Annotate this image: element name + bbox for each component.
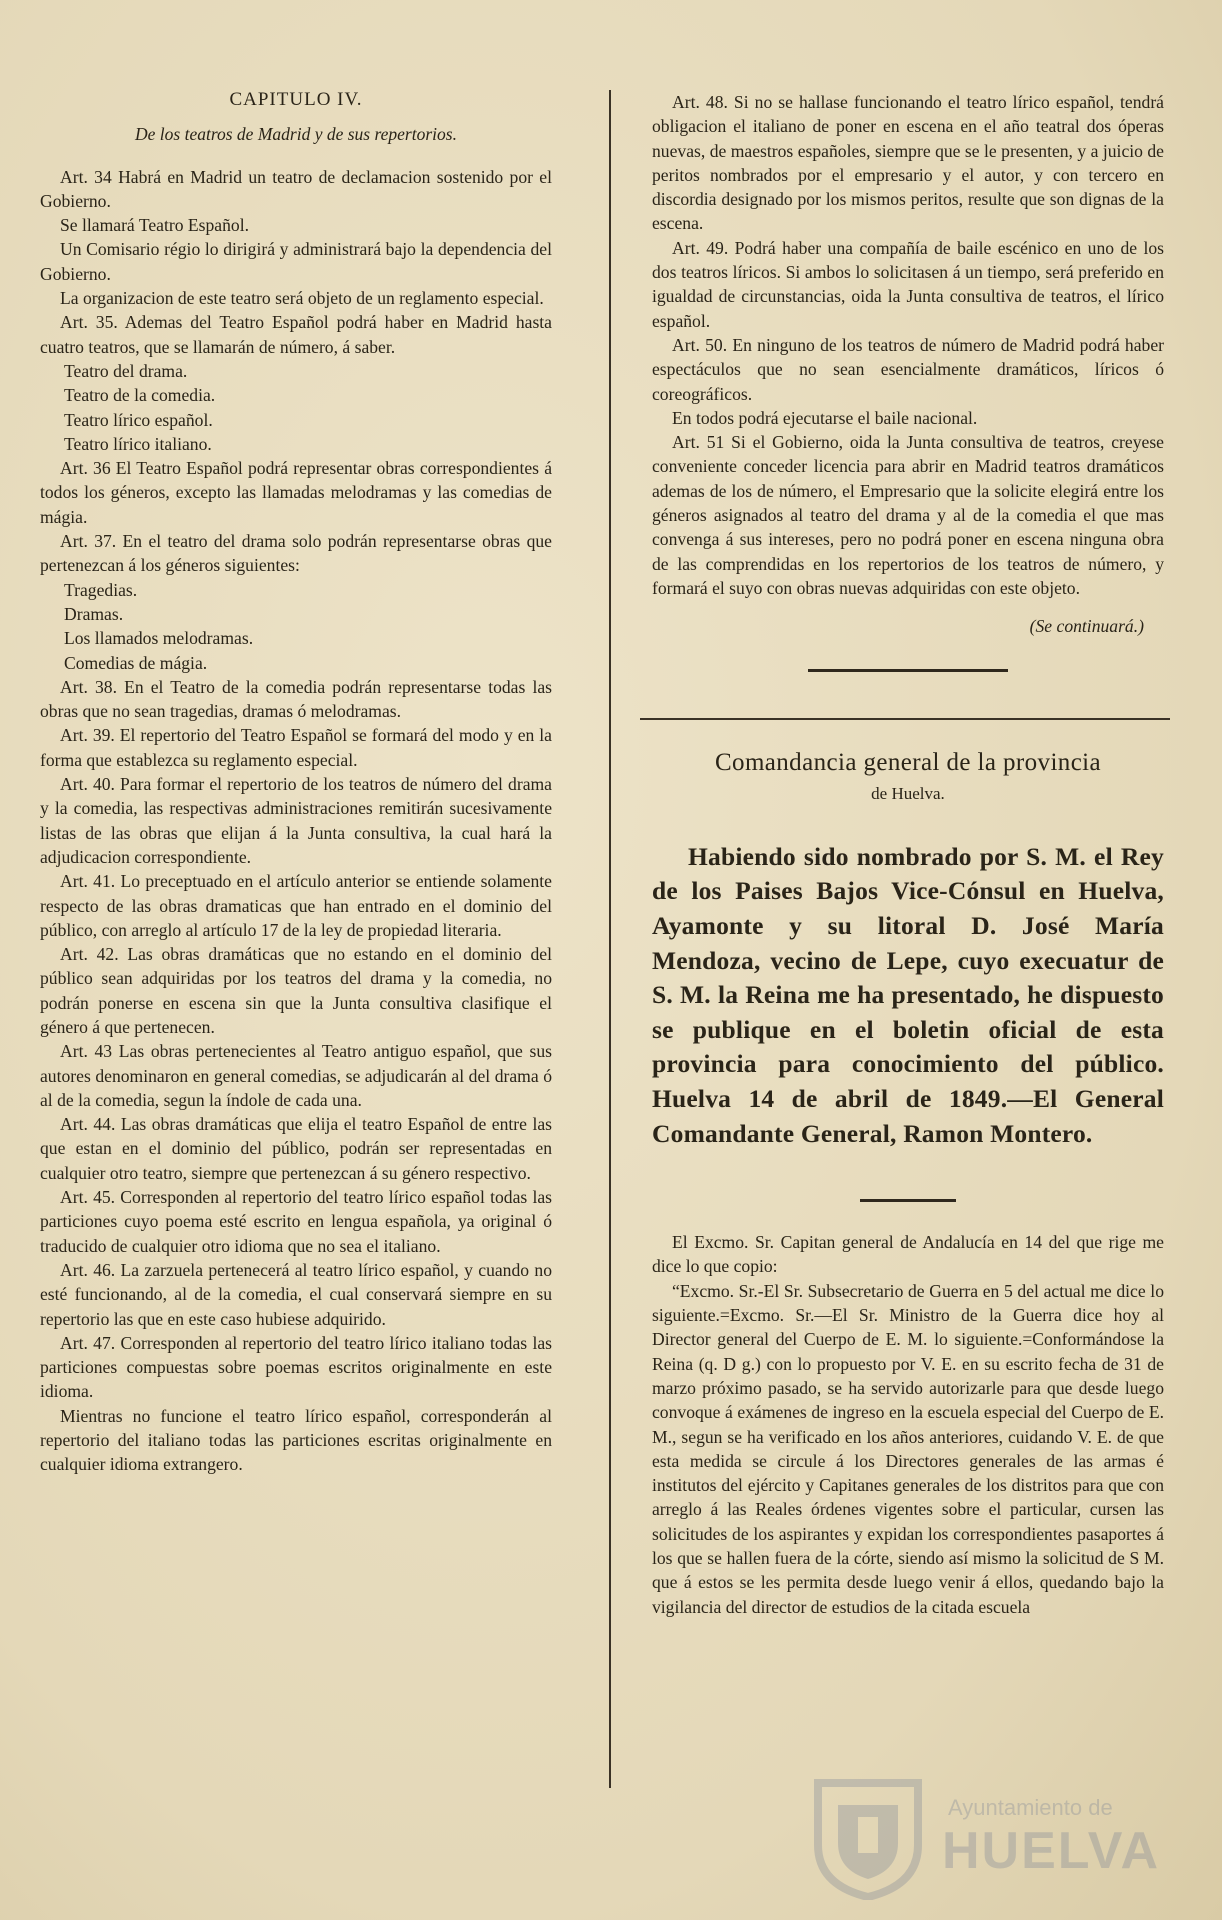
list-item: Teatro del drama. bbox=[64, 360, 188, 381]
article-paragraph: Art. 49. Podrá haber una compañía de baile escénico en uno de los dos teatros líricos. Si ambos lo solicitasen á un tiempo, será preferido en igualdad de circunstancias, oida la Junta consultiva de teatros, el lírico español. bbox=[652, 237, 1164, 331]
article-paragraph: Mientras no funcione el teatro lírico español, corresponderán al repertorio del italiano todas las particiones escritas originalmente en cualquier idioma extrangero. bbox=[40, 1405, 552, 1475]
article-paragraph: Un Comisario régio lo dirigirá y administrará bajo la dependencia del Gobierno. bbox=[40, 239, 552, 284]
left-column bbox=[40, 88, 552, 1477]
separator-rule-short bbox=[860, 1199, 956, 1202]
section-rule bbox=[640, 718, 1170, 720]
article-paragraph: Art. 47. Corresponden al repertorio del teatro lírico italiano todas las particiones compuestas sobre poemas escritos originalmente en este idioma. bbox=[40, 1332, 552, 1402]
list-item: Teatro lírico español. bbox=[64, 409, 213, 430]
article-paragraph: Art. 51 Si el Gobierno, oida la Junta consultiva de teatros, creyese conveniente conceder licencia para abrir en Madrid teatros dramáticos ademas de los de número, el Empresario que la solicite elegirá entre los géneros asignados al teatro del drama y al de la comedia el que mas convenga á sus intereses, pero no podrá poner en escena ninguna obra de las comprendidas en los repertorios de los teatros de número, y formará el suyo con obras nuevas adquiridas con este objeto. bbox=[652, 432, 1164, 598]
city-shield-icon bbox=[808, 1775, 928, 1900]
article-paragraph: En todos podrá ejecutarse el baile nacional. bbox=[672, 407, 978, 428]
chapter-subtitle: De los teatros de Madrid y de sus repertorios. bbox=[135, 124, 457, 145]
article-paragraph: Art. 41. Lo preceptuado en el artículo anterior se entiende solamente respecto de las obras dramaticas que han entrado en el dominio del público, con arreglo al artículo 17 de la ley de propiedad literaria. bbox=[40, 871, 552, 940]
article-paragraph: Art. 38. En el Teatro de la comedia podrán representarse todas las obras que no sean tragedias, dramas ó melodramas. bbox=[40, 676, 552, 722]
notice-body bbox=[652, 1230, 1164, 1619]
right-article-list bbox=[652, 90, 1164, 600]
watermark-logo bbox=[808, 1775, 1188, 1900]
article-paragraph: Art. 34 Habrá en Madrid un teatro de declamacion sostenido por el Gobierno. bbox=[40, 166, 552, 211]
watermark-line2: HUELVA bbox=[942, 1822, 1161, 1880]
list-item: Los llamados melodramas. bbox=[64, 628, 254, 649]
article-paragraph: Art. 36 El Teatro Español podrá representar obras correspondientes á todos los géneros, excepto las llamadas melodramas y las comedias de mágia. bbox=[40, 458, 552, 527]
column-divider bbox=[609, 90, 611, 1788]
section-title: Comandancia general de la provincia bbox=[714, 748, 1102, 776]
article-paragraph: Art. 35. Ademas del Teatro Español podrá haber en Madrid hasta cuatro teatros, que se llamarán de número, á saber. bbox=[40, 312, 552, 357]
right-column bbox=[652, 90, 1164, 1619]
article-paragraph: Art. 39. El repertorio del Teatro Español se formará del modo y en la forma que establezca su reglamento especial. bbox=[40, 725, 552, 770]
watermark-line1: Ayuntamiento de bbox=[948, 1795, 1113, 1820]
article-paragraph: Art. 43 Las obras pertenecientes al Teatro antiguo español, que sus autores denominaron en general comedias, se adjudicarán al del drama ó al de la comedia, segun la índole de cada una. bbox=[40, 1041, 552, 1110]
notice-paragraph: “Excmo. Sr.-El Sr. Subsecretario de Guerra en 5 del actual me dice lo siguiente.=Excmo. Sr.—El Sr. Ministro de la Guerra dice hoy al Director general del Cuerpo de E. M. lo siguiente.=Conformándose la Reina (q. D g.) con lo propuesto por V. E. en su escrito fecha de 31 de marzo próximo pasado, se ha servido autorizarle para que desde luego convoque á exámenes de ingreso en la escuela especial del Cuerpo de E. M., segun se ha verificado en los años anteriores, cuidando V. E. de que esta medida se circule á los Directores generales de las armas é institutos del ejército y Capitanes generales de los distritos para que con arreglo á las Reales órdenes vigentes sobre el particular, cursen las solicitudes de los aspirantes y expidan los correspondientes pasaportes á los que se hallen fuera de la córte, siendo así mismo la solicitud de S M. que á estos se les permita desde luego venir á ellos, quedando bajo la vigilancia del director de estudios de la citada escuela bbox=[652, 1280, 1164, 1617]
article-paragraph: Art. 45. Corresponden al repertorio del teatro lírico español todas las particiones cuyo poema esté escrito en lengua española, ya original ó traducido de cualquier otro idioma que no sea el italiano. bbox=[40, 1187, 552, 1256]
article-paragraph: Art. 44. Las obras dramáticas que elija el teatro Español de entre las que estan en el dominio del público, podrán ser representadas en cualquier otro teatro, siempre que pertenezcan á su género respectivo. bbox=[40, 1114, 552, 1183]
list-item: Comedias de mágia. bbox=[64, 652, 208, 673]
notice-paragraph: El Excmo. Sr. Capitan general de Andalucía en 14 del que rige me dice lo que copio: bbox=[652, 1232, 1164, 1277]
article-paragraph: Art. 37. En el teatro del drama solo podrán representarse obras que pertenezcan á los géneros siguientes: bbox=[40, 531, 552, 576]
chapter-heading: CAPITULO IV. bbox=[229, 89, 363, 110]
announcement-text: Habiendo sido nombrado por S. M. el Rey de los Paises Bajos Vice-Cónsul en Huelva, Ayamonte y su litoral D. José María Mendoza, vecino de Lepe, cuyo execuatur de S. M. la Reina me ha presentado, he dispuesto se publique en el boletin oficial de esta provincia para conocimiento del público. Huelva 14 de abril de 1849.—El General Comandante General, Ramon Montero. bbox=[652, 841, 1164, 1148]
article-paragraph: Art. 48. Si no se hallase funcionando el teatro lírico español, tendrá obligacion el italiano de poner en escena en el año teatral dos óperas nuevas, de maestros españoles, siempre que se le presenten, y a juicio de peritos nombrados por el empresario y el autor, y con tercero en discordia designado por los mismos peritos, resulte que son dignas de la escena. bbox=[652, 92, 1164, 234]
article-paragraph: Se llamará Teatro Español. bbox=[60, 215, 249, 236]
left-article-list bbox=[40, 165, 552, 1477]
article-paragraph: La organizacion de este teatro será objeto de un reglamento especial. bbox=[60, 288, 544, 309]
article-paragraph: Art. 50. En ninguno de los teatros de número de Madrid podrá haber espectáculos que no sean esencialmente dramáticos, líricos ó coreográficos. bbox=[652, 334, 1164, 404]
list-item: Tragedias. bbox=[64, 579, 138, 600]
article-paragraph: Art. 40. Para formar el repertorio de los teatros de número del drama y la comedia, las respectivas administraciones remitirán sucesivamente listas de las obras que elijan á la Junta consultiva, la cual hará la adjudicacion correspondiente. bbox=[40, 774, 552, 867]
list-item: Teatro lírico italiano. bbox=[64, 433, 212, 454]
article-paragraph: Art. 42. Las obras dramáticas que no estando en el dominio del público sean adquiridas por los teatros del drama y la comedia, no podrán ponerse en escena sin que la Junta consultiva clasifique el género á que pertenecen. bbox=[40, 944, 552, 1037]
section-subtitle: de Huelva. bbox=[871, 783, 945, 803]
article-paragraph: Art. 46. La zarzuela pertenecerá al teatro lírico español, y cuando no esté funcionando, al de la comedia, el cual conservará siempre en su repertorio las que en este caso hubiese adquirido. bbox=[40, 1259, 552, 1329]
separator-rule bbox=[808, 669, 1008, 672]
continuation-note: (Se continuará.) bbox=[1029, 616, 1144, 637]
list-item: Dramas. bbox=[64, 603, 124, 624]
list-item: Teatro de la comedia. bbox=[64, 385, 216, 406]
